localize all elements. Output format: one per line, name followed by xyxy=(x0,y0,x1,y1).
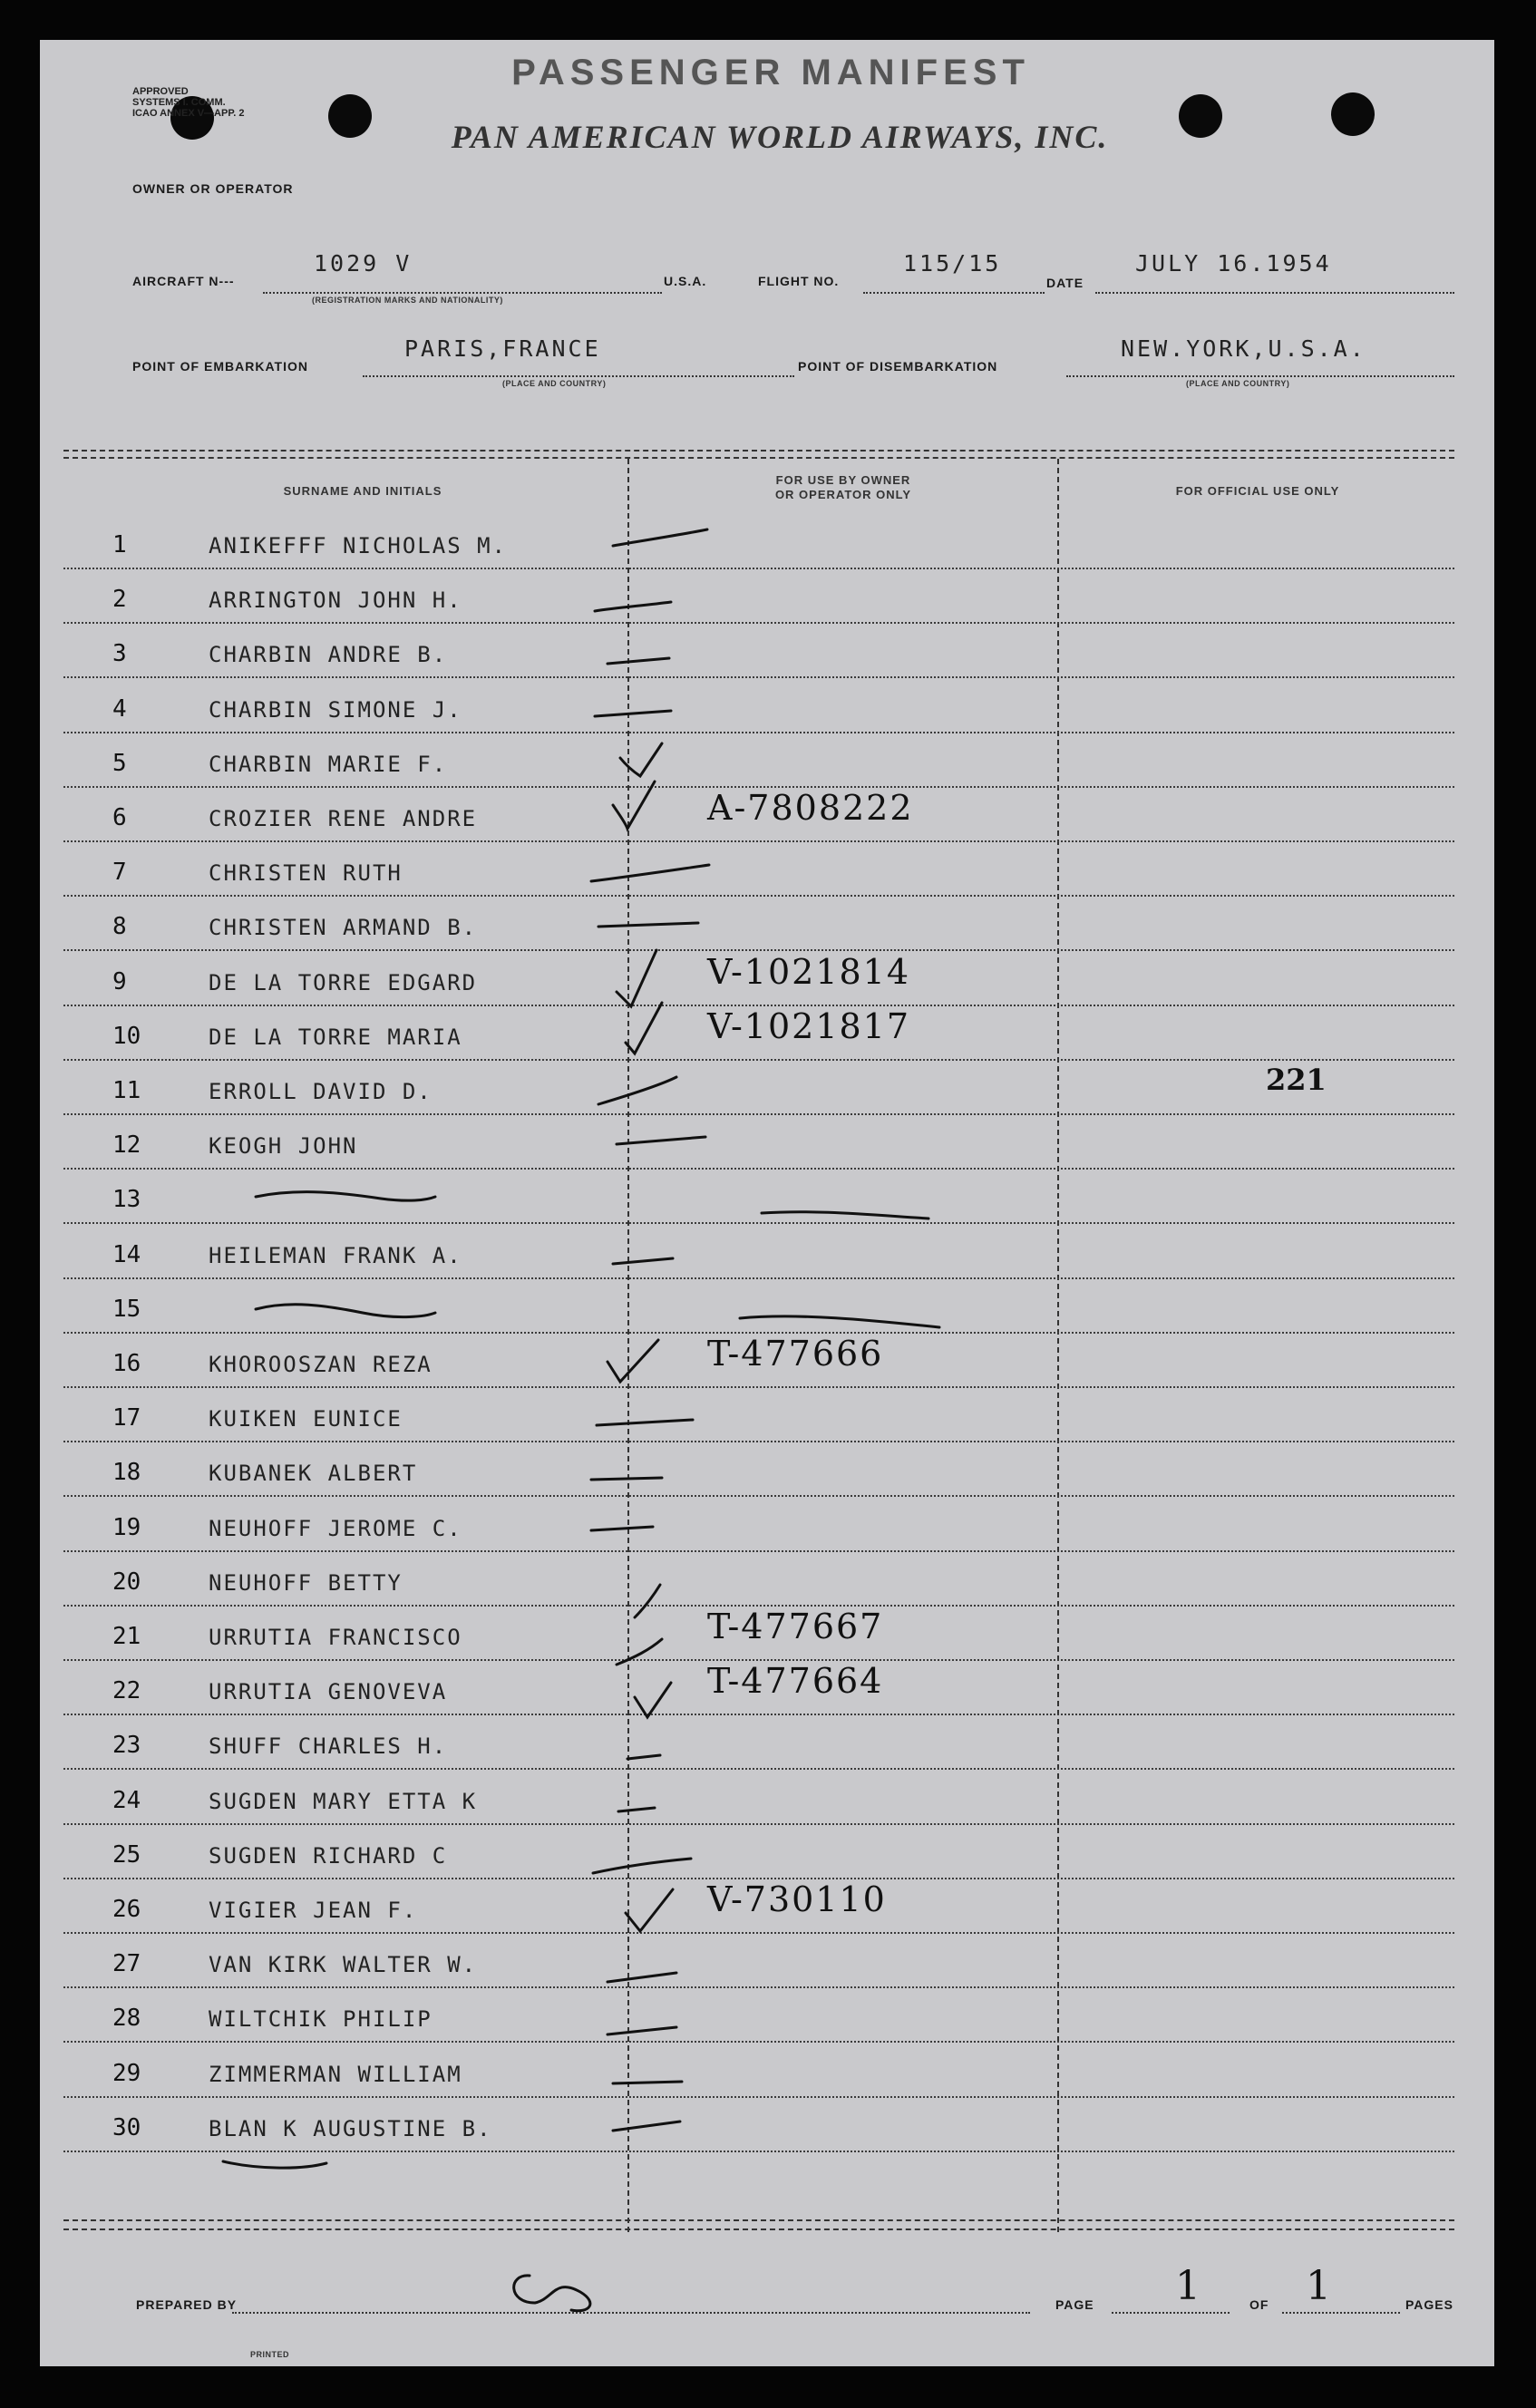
visa-number: A-7808222 xyxy=(707,788,914,828)
row-number: 21 xyxy=(112,1623,141,1650)
underline-30 xyxy=(223,2161,326,2168)
visa-number: T-477667 xyxy=(707,1607,884,1646)
row-number: 14 xyxy=(112,1241,141,1268)
date-value: JULY 16.1954 xyxy=(1135,250,1332,277)
passenger-name: DE LA TORRE EDGARD xyxy=(209,970,478,995)
pages-label: PAGES xyxy=(1405,2297,1453,2312)
aircraft-sub: (REGISTRATION MARKS AND NATIONALITY) xyxy=(312,296,503,305)
passenger-name: BLAN K AUGUSTINE B. xyxy=(209,2116,492,2141)
disembarkation-label: POINT OF DISEMBARKATION xyxy=(798,359,998,374)
date-label: DATE xyxy=(1046,276,1084,290)
check-mark-14 xyxy=(613,1258,673,1264)
row-number: 7 xyxy=(112,859,127,886)
row-number: 22 xyxy=(112,1677,141,1704)
embarkation-sub: (PLACE AND COUNTRY) xyxy=(502,379,607,388)
official-use-number: 221 xyxy=(1266,1063,1327,1097)
embarkation-value: PARIS,FRANCE xyxy=(404,335,601,362)
passenger-name: VAN KIRK WALTER W. xyxy=(209,1952,478,1977)
row-number: 27 xyxy=(112,1950,141,1977)
row-number: 4 xyxy=(112,695,127,723)
row-number: 18 xyxy=(112,1459,141,1486)
check-mark-18 xyxy=(591,1478,662,1480)
of-label: OF xyxy=(1249,2297,1269,2312)
passenger-name: CROZIER RENE ANDRE xyxy=(209,806,478,831)
passenger-name: SUGDEN RICHARD C xyxy=(209,1843,448,1869)
passenger-name: ANIKEFFF NICHOLAS M. xyxy=(209,533,507,558)
check-mark-19 xyxy=(591,1527,653,1530)
row-number: 11 xyxy=(112,1077,141,1104)
printed-label: PRINTED xyxy=(250,2350,290,2359)
passenger-name: NEUHOFF JEROME C. xyxy=(209,1516,462,1541)
passenger-name: SUGDEN MARY ETTA K xyxy=(209,1789,478,1814)
check-mark-11 xyxy=(598,1077,676,1104)
check-mark-24 xyxy=(618,1808,655,1811)
preparer-initials xyxy=(514,2276,590,2311)
column-header-owner: FOR USE BY OWNER OR OPERATOR ONLY xyxy=(774,473,912,501)
check-mark-29 xyxy=(613,2082,682,2083)
check-mark-23 xyxy=(627,1755,660,1759)
dash-15-owner xyxy=(740,1316,939,1327)
check-mark-22 xyxy=(635,1683,671,1717)
check-mark-25 xyxy=(593,1859,691,1873)
form-title: PASSENGER MANIFEST xyxy=(511,53,1030,92)
page-label: PAGE xyxy=(1055,2297,1094,2312)
row-number: 2 xyxy=(112,586,127,613)
column-header-name: SURNAME AND INITIALS xyxy=(283,484,442,498)
dash-15-name xyxy=(256,1305,435,1317)
embarkation-label: POINT OF EMBARKATION xyxy=(132,359,308,374)
dash-13-name xyxy=(256,1192,435,1201)
row-number: 3 xyxy=(112,640,127,667)
operator-name: PAN AMERICAN WORLD AIRWAYS, INC. xyxy=(451,119,1109,155)
check-mark-20 xyxy=(635,1585,660,1617)
passenger-name: SHUFF CHARLES H. xyxy=(209,1733,448,1759)
aircraft-label: AIRCRAFT N--- xyxy=(132,274,235,288)
of-value: 1 xyxy=(1306,2263,1333,2309)
row-number: 25 xyxy=(112,1841,141,1869)
aircraft-value: 1029 V xyxy=(314,250,413,277)
check-mark-16 xyxy=(608,1340,658,1382)
disembarkation-value: NEW.YORK,U.S.A. xyxy=(1121,335,1366,362)
passenger-name: CHRISTEN ARMAND B. xyxy=(209,915,478,940)
row-number: 20 xyxy=(112,1568,141,1596)
passenger-name: KUIKEN EUNICE xyxy=(209,1406,403,1432)
row-number: 26 xyxy=(112,1896,141,1923)
approval-line-1: APPROVED xyxy=(132,86,189,97)
check-mark-4 xyxy=(595,711,671,716)
passenger-name: CHARBIN ANDRE B. xyxy=(209,642,448,667)
row-number: 8 xyxy=(112,913,127,940)
row-number: 10 xyxy=(112,1023,141,1050)
passenger-name: URRUTIA FRANCISCO xyxy=(209,1625,462,1650)
visa-number: T-477666 xyxy=(707,1334,884,1374)
row-number: 6 xyxy=(112,804,127,831)
row-number: 16 xyxy=(112,1350,141,1377)
passenger-name: URRUTIA GENOVEVA xyxy=(209,1679,448,1704)
approval-line-2: SYSTEMS I. COMM. xyxy=(132,97,226,108)
row-number: 1 xyxy=(112,531,127,558)
visa-number: V-730110 xyxy=(707,1879,887,1919)
row-number: 9 xyxy=(112,968,127,995)
column-header-official: FOR OFFICIAL USE ONLY xyxy=(1175,484,1340,498)
check-mark-17 xyxy=(597,1420,693,1425)
row-number: 30 xyxy=(112,2114,141,2141)
row-number: 13 xyxy=(112,1186,141,1213)
check-mark-12 xyxy=(617,1137,705,1144)
row-number: 28 xyxy=(112,2005,141,2032)
flight-label: FLIGHT NO. xyxy=(758,274,840,288)
check-mark-26 xyxy=(626,1889,673,1931)
check-mark-28 xyxy=(608,2027,676,2034)
passenger-name: ZIMMERMAN WILLIAM xyxy=(209,2062,462,2087)
check-mark-8 xyxy=(598,923,698,927)
owner-label: OWNER OR OPERATOR xyxy=(132,181,294,196)
passenger-name: NEUHOFF BETTY xyxy=(209,1570,403,1596)
row-number: 5 xyxy=(112,750,127,777)
check-mark-30 xyxy=(613,2122,680,2131)
dash-13-owner xyxy=(762,1212,928,1219)
passenger-name: CHARBIN SIMONE J. xyxy=(209,697,462,723)
check-mark-6 xyxy=(613,782,655,829)
check-mark-7 xyxy=(591,865,709,881)
page-value: 1 xyxy=(1175,2263,1202,2309)
flight-value: 115/15 xyxy=(903,250,1002,277)
check-mark-3 xyxy=(608,658,669,664)
passenger-name: ARRINGTON JOHN H. xyxy=(209,587,462,613)
check-mark-5 xyxy=(620,743,662,776)
passenger-name: ERROLL DAVID D. xyxy=(209,1079,433,1104)
check-mark-27 xyxy=(608,1973,676,1982)
check-mark-1 xyxy=(613,529,707,546)
row-number: 19 xyxy=(112,1514,141,1541)
passenger-name: KEOGH JOHN xyxy=(209,1133,358,1159)
passenger-name: VIGIER JEAN F. xyxy=(209,1898,418,1923)
passenger-name: WILTCHIK PHILIP xyxy=(209,2006,433,2032)
check-mark-21 xyxy=(617,1639,662,1665)
passenger-name: CHRISTEN RUTH xyxy=(209,860,403,886)
check-mark-10 xyxy=(626,1003,662,1054)
prepared-by-label: PREPARED BY xyxy=(136,2297,238,2312)
row-number: 12 xyxy=(112,1131,141,1159)
visa-number: T-477664 xyxy=(707,1661,884,1701)
passenger-name: DE LA TORRE MARIA xyxy=(209,1024,462,1050)
approval-line-3: ICAO ANNEX V—APP. 2 xyxy=(132,108,245,119)
disembarkation-sub: (PLACE AND COUNTRY) xyxy=(1186,379,1290,388)
row-number: 15 xyxy=(112,1296,141,1323)
check-mark-9 xyxy=(617,950,656,1006)
row-number: 23 xyxy=(112,1732,141,1759)
passenger-name: HEILEMAN FRANK A. xyxy=(209,1243,462,1268)
visa-number: V-1021817 xyxy=(707,1006,911,1046)
row-number: 17 xyxy=(112,1404,141,1432)
row-number: 24 xyxy=(112,1787,141,1814)
visa-number: V-1021814 xyxy=(707,952,911,992)
passenger-name: KHOROOSZAN REZA xyxy=(209,1352,433,1377)
row-number: 29 xyxy=(112,2060,141,2087)
passenger-name: KUBANEK ALBERT xyxy=(209,1461,418,1486)
passenger-name: CHARBIN MARIE F. xyxy=(209,752,448,777)
check-mark-2 xyxy=(595,602,671,611)
usa-label: U.S.A. xyxy=(664,274,707,288)
